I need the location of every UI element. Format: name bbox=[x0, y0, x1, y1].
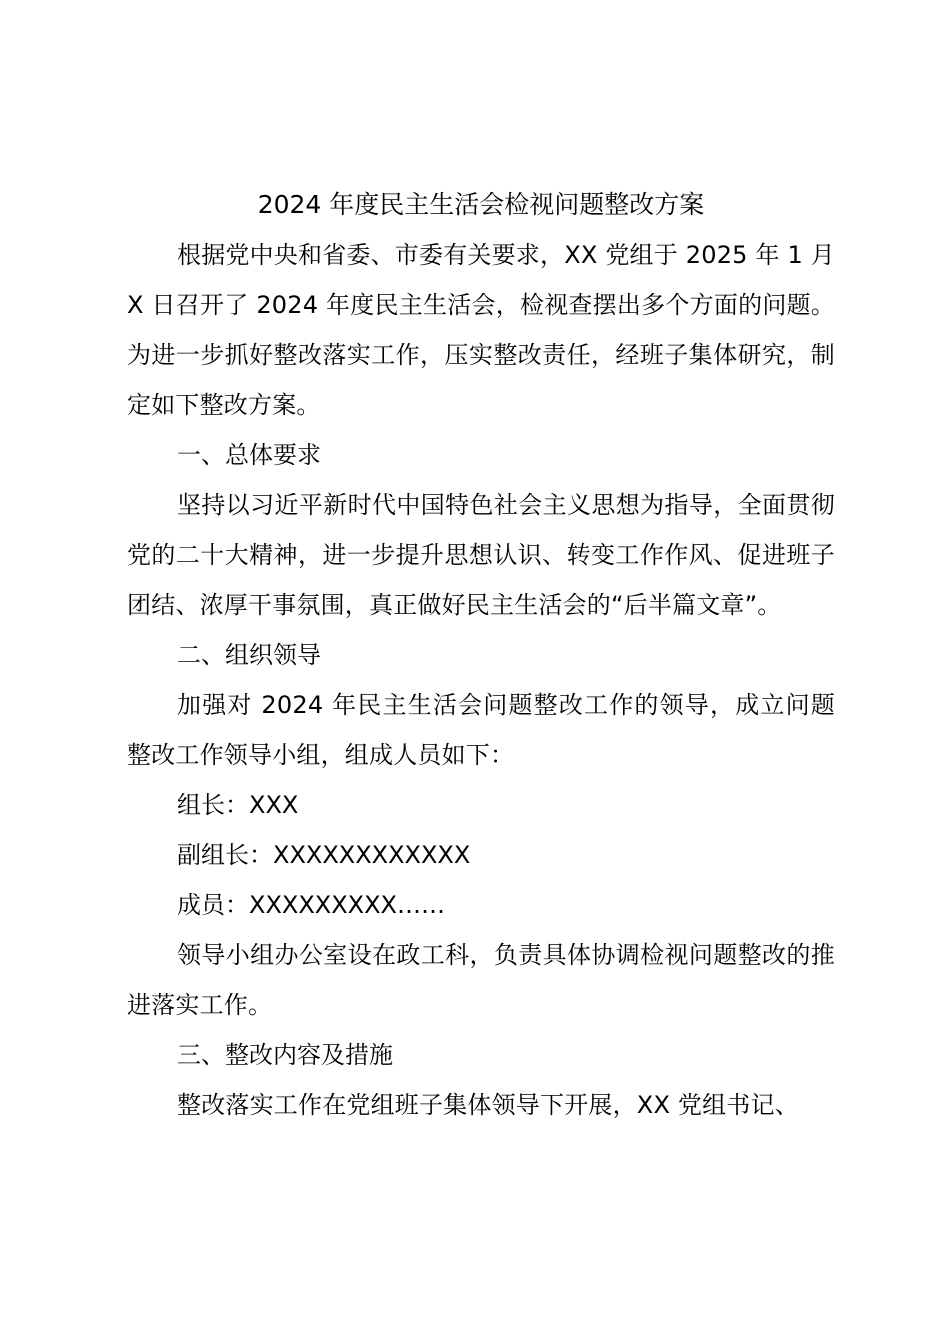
deputy-leader-line: 副组长：XXXXXXXXXXXX bbox=[177, 841, 471, 869]
document-title: 2024 年度民主生活会检视问题整改方案 bbox=[257, 190, 705, 219]
intro-paragraph: 根据党中央和省委、市委有关要求，XX 党组于 2025 年 1 月 X 日召开了 2024 年度民主生活会，检视查摆出多个方面的问题。为进一步抓好整改落实工作，压实整改责任，经班子集体研究，制定如下整改方案。 bbox=[127, 241, 835, 419]
section-heading-organization-leadership: 二、组织领导 bbox=[177, 641, 321, 669]
rectification-measures-paragraph: 整改落实工作在党组班子集体领导下开展，XX 党组书记、 bbox=[177, 1091, 799, 1119]
section-heading-general-requirements: 一、总体要求 bbox=[177, 441, 321, 469]
section-heading-rectification-measures: 三、整改内容及措施 bbox=[177, 1041, 393, 1069]
general-requirements-paragraph: 坚持以习近平新时代中国特色社会主义思想为指导，全面贯彻党的二十大精神，进一步提升思想认识、转变工作作风、促进班子团结、浓厚干事氛围，真正做好民主生活会的“后半篇文章”。 bbox=[127, 491, 835, 619]
organization-leadership-paragraph: 加强对 2024 年民主生活会问题整改工作的领导，成立问题整改工作领导小组，组成人员如下： bbox=[127, 691, 835, 769]
members-line: 成员：XXXXXXXXX…… bbox=[177, 891, 445, 919]
leader-line: 组长：XXX bbox=[177, 791, 299, 819]
office-paragraph: 领导小组办公室设在政工科，负责具体协调检视问题整改的推进落实工作。 bbox=[127, 941, 835, 1019]
document-body bbox=[127, 180, 835, 1130]
